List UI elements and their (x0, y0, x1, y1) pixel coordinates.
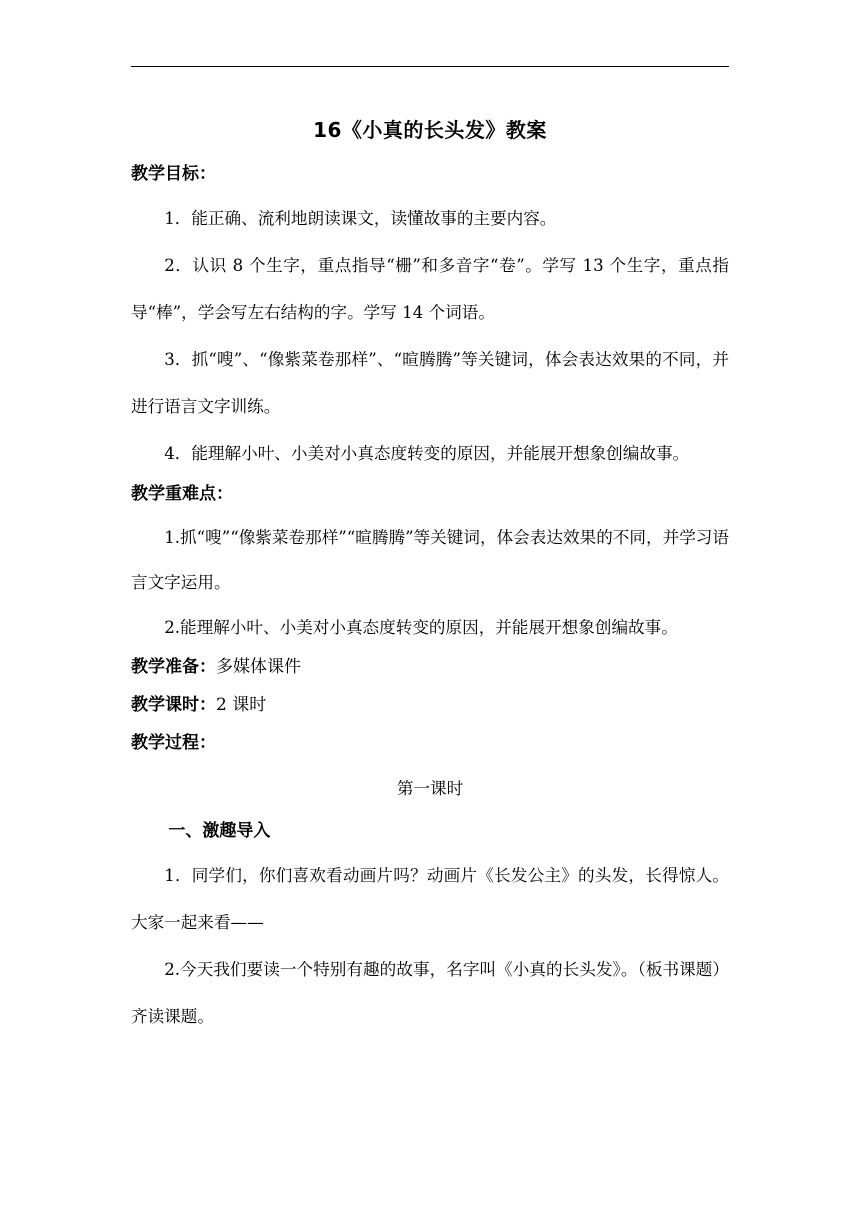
process-item: 2.今天我们要读一个特别有趣的故事，名字叫《小真的长头发》。（板书课题）齐读课题。 (131, 960, 729, 1026)
hours-value: 2 课时 (216, 695, 267, 715)
session-title: 第一课时 (396, 779, 464, 798)
objective-item: 1．能正确、流利地朗读课文，读懂故事的主要内容。 (164, 209, 557, 228)
key-points-heading: 教学重难点： (131, 484, 233, 504)
document-title: 16《小真的长头发》教案 (313, 118, 547, 142)
objective-item: 4．能理解小叶、小美对小真态度转变的原因，并能展开想象创编故事。 (164, 444, 690, 463)
hours-label: 教学课时： (131, 695, 216, 715)
key-point-item: 2.能理解小叶、小美对小真态度转变的原因，并能展开想象创编故事。 (164, 618, 678, 637)
key-point-item: 1.抓“嗖”“像紫菜卷那样”“暄腾腾”等关键词，体会表达效果的不同，并学习语言文字运用。 (131, 528, 729, 592)
objective-item: 3．抓“嗖”、“像紫菜卷那样”、“暄腾腾”等关键词，体会表达效果的不同，并进行语言文字训练。 (131, 350, 729, 416)
objectives-heading: 教学目标： (131, 164, 216, 184)
preparation-line (131, 650, 729, 688)
process-item: 1．同学们，你们喜欢看动画片吗？动画片《长发公主》的头发，长得惊人。大家一起来看—— (131, 866, 729, 932)
section-heading: 一、激趣导入 (168, 821, 271, 841)
header-rule (131, 66, 729, 67)
preparation-label: 教学准备： (131, 657, 216, 677)
process-heading: 教学过程： (131, 733, 216, 753)
document-body (131, 103, 729, 1040)
hours-line (131, 688, 729, 726)
preparation-value: 多媒体课件 (216, 657, 301, 677)
objective-item: 2．认识 8 个生字，重点指导“栅”和多音字“卷”。学写 13 个生字，重点指导“棒”，学会写左右结构的字。学写 14 个词语。 (131, 256, 729, 322)
